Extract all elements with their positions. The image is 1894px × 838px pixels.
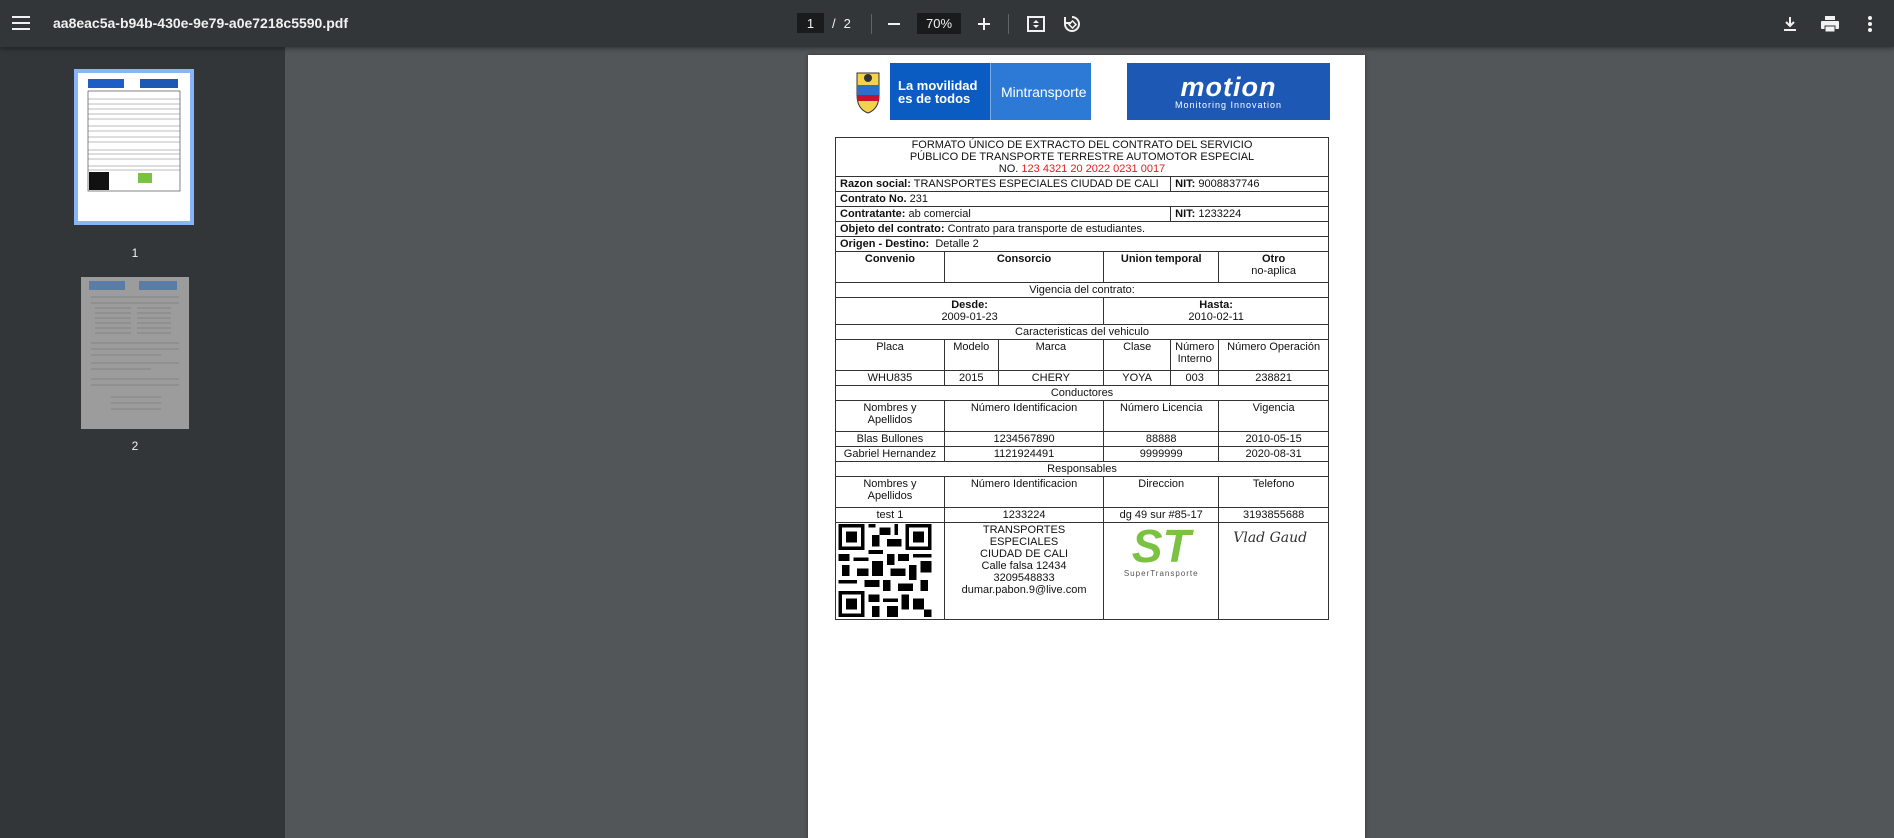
supertransporte-mark: ST bbox=[1131, 520, 1191, 572]
thumbnail-label: 1 bbox=[131, 246, 139, 260]
table-row bbox=[836, 508, 1329, 523]
page-number-input[interactable] bbox=[797, 13, 824, 33]
conductor-name: Gabriel Hernandez bbox=[836, 447, 945, 462]
company-name-line2: CIUDAD DE CALI bbox=[980, 548, 1069, 560]
thumbnail-label: 2 bbox=[131, 439, 139, 453]
union-temporal-cell: Union temporal bbox=[1104, 252, 1219, 283]
responsables-header: Nombres y Apellidos bbox=[836, 477, 945, 508]
toolbar-divider bbox=[1008, 14, 1009, 34]
vehiculo-value: 238821 bbox=[1219, 371, 1329, 386]
table-row bbox=[836, 432, 1329, 447]
responsable-phone: 3193855688 bbox=[1219, 508, 1329, 523]
page-selector bbox=[797, 13, 851, 33]
colombia-seal-icon bbox=[845, 63, 890, 120]
fit-page-icon[interactable] bbox=[1024, 12, 1048, 36]
conductor-id: 1234567890 bbox=[944, 432, 1103, 447]
file-name: aa8eac5a-b94b-430e-9e79-a0e7218c5590.pdf bbox=[53, 15, 348, 31]
company-address: Calle falsa 12434 bbox=[981, 560, 1067, 572]
vehiculo-header: Número Interno bbox=[1171, 340, 1219, 371]
hasta-label: Hasta: bbox=[1199, 299, 1233, 311]
responsables-title: Responsables bbox=[836, 462, 1329, 477]
nit-label: NIT: bbox=[1175, 208, 1196, 220]
header-no-label: NO. bbox=[998, 163, 1019, 175]
otro-value: no-aplica bbox=[1251, 265, 1296, 277]
vehiculo-value: 2015 bbox=[944, 371, 998, 386]
supertransporte-text: SuperTransporte bbox=[1123, 569, 1199, 578]
razon-social-label: Razon social: bbox=[840, 178, 911, 190]
qr-cell bbox=[836, 523, 945, 620]
page-separator: / bbox=[832, 15, 836, 31]
convenio-cell: Convenio bbox=[836, 252, 945, 283]
vehiculo-header: Placa bbox=[836, 340, 945, 371]
page-thumbnail-1[interactable] bbox=[78, 73, 190, 221]
header-line2: PÚBLICO DE TRANSPORTE TERRESTRE AUTOMOTOR ESPECIAL bbox=[909, 151, 1255, 163]
pdf-toolbar bbox=[0, 0, 1894, 47]
conductores-header: Número Licencia bbox=[1104, 401, 1219, 432]
table-row bbox=[836, 447, 1329, 462]
responsables-header: Direccion bbox=[1104, 477, 1219, 508]
conductores-header: Nombres y Apellidos bbox=[836, 401, 945, 432]
mintransporte-logo bbox=[845, 63, 1091, 120]
origen-label: Origen - Destino: bbox=[840, 238, 930, 250]
print-icon[interactable] bbox=[1818, 12, 1842, 36]
vehiculo-value: YOYA bbox=[1104, 371, 1171, 386]
contrato-value: 231 bbox=[909, 193, 929, 205]
logo-text-line1: La movilidad bbox=[898, 77, 978, 93]
motion-brand: motion bbox=[1180, 71, 1277, 102]
motion-tagline: Monitoring Innovation bbox=[1174, 99, 1283, 110]
supertransporte-cell bbox=[1104, 520, 1219, 620]
conductor-name: Blas Bullones bbox=[836, 432, 945, 447]
conductores-title: Conductores bbox=[836, 386, 1329, 401]
thumbnail-preview bbox=[81, 277, 189, 429]
vehiculo-header: Marca bbox=[998, 340, 1104, 371]
vigencia-title: Vigencia del contrato: bbox=[836, 283, 1329, 298]
nit-value: 9008837746 bbox=[1198, 178, 1260, 190]
conductor-vigencia: 2020-08-31 bbox=[1219, 447, 1329, 462]
signature-cell bbox=[1219, 523, 1329, 620]
desde-value: 2009-01-23 bbox=[941, 311, 998, 323]
download-icon[interactable] bbox=[1778, 12, 1802, 36]
conductor-vigencia: 2010-05-15 bbox=[1219, 432, 1329, 447]
conductor-license: 88888 bbox=[1104, 432, 1219, 447]
responsables-header: Telefono bbox=[1219, 477, 1329, 508]
origen-value: Detalle 2 bbox=[935, 238, 979, 250]
company-name-line1: TRANSPORTES ESPECIALES bbox=[982, 524, 1066, 548]
conductores-header: Vigencia bbox=[1219, 401, 1329, 432]
vehiculo-value: CHERY bbox=[998, 371, 1104, 386]
supertransporte-logo bbox=[1108, 520, 1214, 580]
zoom-out-icon[interactable] bbox=[882, 12, 906, 36]
vehiculo-header: Modelo bbox=[944, 340, 998, 371]
consorcio-cell: Consorcio bbox=[944, 252, 1103, 283]
rotate-icon[interactable] bbox=[1060, 12, 1084, 36]
responsables-header: Número Identificacion bbox=[944, 477, 1103, 508]
thumbnail-preview bbox=[78, 73, 190, 221]
menu-icon[interactable] bbox=[10, 12, 32, 34]
company-email: dumar.pabon.9@live.com bbox=[961, 584, 1087, 596]
company-phone: 3209548833 bbox=[993, 572, 1055, 584]
motion-logo bbox=[1127, 63, 1330, 120]
signature: Vlad Gaud bbox=[1233, 530, 1308, 546]
contratante-value: ab comercial bbox=[908, 208, 971, 220]
toolbar-divider bbox=[871, 14, 872, 34]
thumbnail-sidebar bbox=[0, 47, 285, 838]
conductores-header: Número Identificacion bbox=[944, 401, 1103, 432]
form-header bbox=[836, 138, 1329, 177]
qr-code-icon bbox=[838, 524, 932, 617]
vehiculo-value: 003 bbox=[1171, 371, 1219, 386]
conductor-id: 1121924491 bbox=[944, 447, 1103, 462]
conductor-license: 9999999 bbox=[1104, 447, 1219, 462]
document-viewer[interactable] bbox=[285, 47, 1894, 838]
zoom-in-icon[interactable] bbox=[972, 12, 996, 36]
page-thumbnail-2[interactable] bbox=[81, 277, 189, 429]
company-info bbox=[944, 523, 1103, 620]
more-options-icon[interactable] bbox=[1858, 12, 1882, 36]
nit-value: 1233224 bbox=[1198, 208, 1242, 220]
contract-number: 123 4321 20 2022 0231 0017 bbox=[1021, 163, 1166, 175]
desde-label: Desde: bbox=[951, 299, 988, 311]
total-pages: 2 bbox=[843, 15, 851, 31]
razon-social-value: TRANSPORTES ESPECIALES CIUDAD DE CALI bbox=[913, 178, 1159, 190]
nit-label: NIT: bbox=[1175, 178, 1196, 190]
objeto-value: Contrato para transporte de estudiantes. bbox=[947, 223, 1146, 235]
vehiculo-title: Caracteristicas del vehiculo bbox=[836, 325, 1329, 340]
responsable-address: dg 49 sur #85-17 bbox=[1104, 508, 1219, 523]
otro-label: Otro bbox=[1262, 253, 1286, 265]
vehiculo-header: Clase bbox=[1104, 340, 1171, 371]
contract-form-table bbox=[835, 137, 1329, 620]
responsable-id: 1233224 bbox=[944, 508, 1103, 523]
header-line1: FORMATO ÚNICO DE EXTRACTO DEL CONTRATO DEL SERVICIO bbox=[911, 139, 1253, 151]
objeto-label: Objeto del contrato: bbox=[840, 223, 945, 235]
mintransporte-brand: Mintransporte bbox=[990, 63, 1091, 120]
zoom-input[interactable] bbox=[917, 13, 961, 34]
pdf-page bbox=[808, 55, 1365, 838]
contratante-label: Contratante: bbox=[840, 208, 906, 220]
logo-text-line2: es de todos bbox=[898, 90, 971, 106]
contrato-label: Contrato No. bbox=[840, 193, 907, 205]
vehiculo-value: WHU835 bbox=[836, 371, 945, 386]
responsable-name: test 1 bbox=[836, 508, 945, 523]
vehiculo-header: Número Operación bbox=[1219, 340, 1329, 371]
hasta-value: 2010-02-11 bbox=[1188, 311, 1244, 323]
